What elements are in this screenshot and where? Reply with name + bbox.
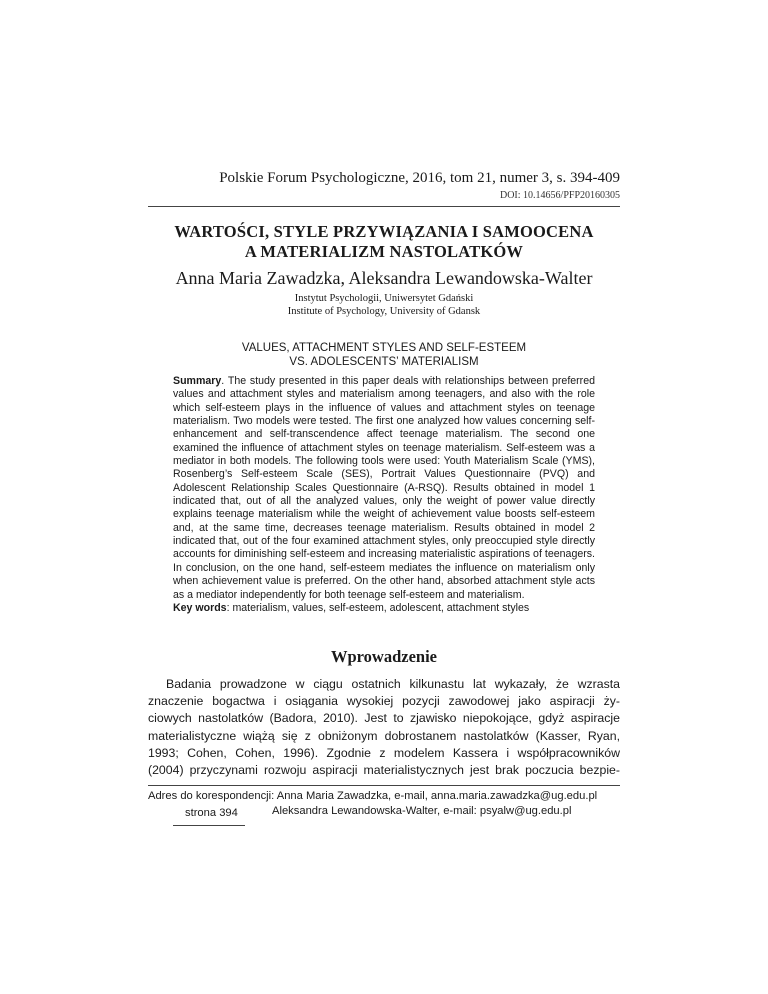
intro-line: Badania prowadzone w ciągu ostatnich kilkunastu lat wykazały, że wzrasta	[166, 677, 620, 691]
intro-line: znaczenie bogactwa i osiągania wysokiej pozycji zawodowej jako aspiracji ży-	[148, 694, 620, 709]
page-number-rule	[173, 825, 245, 826]
summary-label: Summary	[173, 375, 222, 387]
affiliation-pl: Instytut Psychologii, Uniwersytet Gdański	[294, 293, 474, 304]
intro-paragraph	[148, 676, 620, 779]
correspondence-line-1: Adres do korespondencji: Anna Maria Zawadzka, e-mail, anna.maria.zawadzka@ug.edu.pl	[148, 790, 598, 802]
english-title-line-2: VS. ADOLESCENTS’ MATERIALISM	[289, 356, 479, 368]
section-heading: Wprowadzenie	[330, 647, 438, 666]
keywords-label: Key words	[173, 601, 227, 614]
summary-text: . The study presented in this paper deals with relationships between preferred values and attachment styles and materialism among teenagers, and also with the role which self-esteem plays in the influence of values and attachment styles on teenage materialism. Two models were tested. The first one analyzed how values concerning self-enhancement and self-transcendence affect teenage materialism. The second one examined the influence of attachment styles on teenage materialism. Self-esteem was a mediator in both models. The following tools were used: Youth Materialism Scale (YMS), Rosenberg’s Self-esteem Scale (SES), Portrait Values Questionnaire (PVQ) and Adolescent Relationship Scales Questionnaire (A-RSQ). Results obtained in model 1 indicated that, out of all the analyzed values, only the weight of power value directly explains teenage materialism while the weight of achievement value boosts self-esteem and, at the same time, decreases teenage materialism. Results obtained in model 2 indicated that, out of the four examined attachment styles, only preoccupied style directly accounts for diminishing self-esteem and increasing materialistic aspirations of teenagers. In conclusion, on the one hand, self-esteem mediates the influence on materialism only when achievement value is preferred. On the other hand, absorbed attachment style acts as a mediator independently for both teenage self-esteem and materialism.	[173, 375, 595, 601]
correspondence-line-2: Aleksandra Lewandowska-Walter, e-mail: psyalw@ug.edu.pl	[272, 805, 572, 817]
authors: Anna Maria Zawadzka, Aleksandra Lewandowska-Walter	[175, 268, 593, 288]
keywords	[173, 602, 595, 615]
keywords-text: : materialism, values, self-esteem, adolescent, attachment styles	[226, 601, 530, 614]
title-line-1: WARTOŚCI, STYLE PRZYWIĄZANIA I SAMOOCENA	[174, 222, 594, 241]
affiliation-en: Institute of Psychology, University of Gdansk	[287, 306, 481, 317]
article-title	[148, 222, 620, 262]
page-number: strona 394	[185, 807, 238, 819]
intro-line: 1993; Cohen, Cohen, 1996). Zgodnie z modelem Kassera i współpracowników	[148, 745, 620, 760]
header-rule	[148, 206, 620, 207]
footnote-rule	[148, 785, 620, 786]
summary-body	[173, 375, 595, 602]
journal-citation: Polskie Forum Psychologiczne, 2016, tom 21, numer 3, s. 394-409	[219, 170, 620, 186]
summary	[173, 375, 595, 615]
intro-line: ciowych nastolatków (Badora, 2010). Jest to zjawisko niepokojące, gdyż aspiracje	[148, 711, 620, 726]
doi: DOI: 10.14656/PFP20160305	[499, 190, 620, 201]
affiliation	[148, 292, 620, 318]
english-title-line-1: VALUES, ATTACHMENT STYLES AND SELF-ESTEEM	[241, 342, 527, 354]
title-line-2: A MATERIALIZM NASTOLATKÓW	[244, 242, 524, 261]
intro-line: materialistyczne wiążą się z obniżonym dobrostanem nastolatków (Kasser, Ryan,	[148, 728, 620, 743]
intro-line: (2004) przyczynami rozwoju aspiracji materialistycznych jest brak poczucia bezpie-	[148, 762, 620, 777]
english-title	[148, 341, 620, 369]
